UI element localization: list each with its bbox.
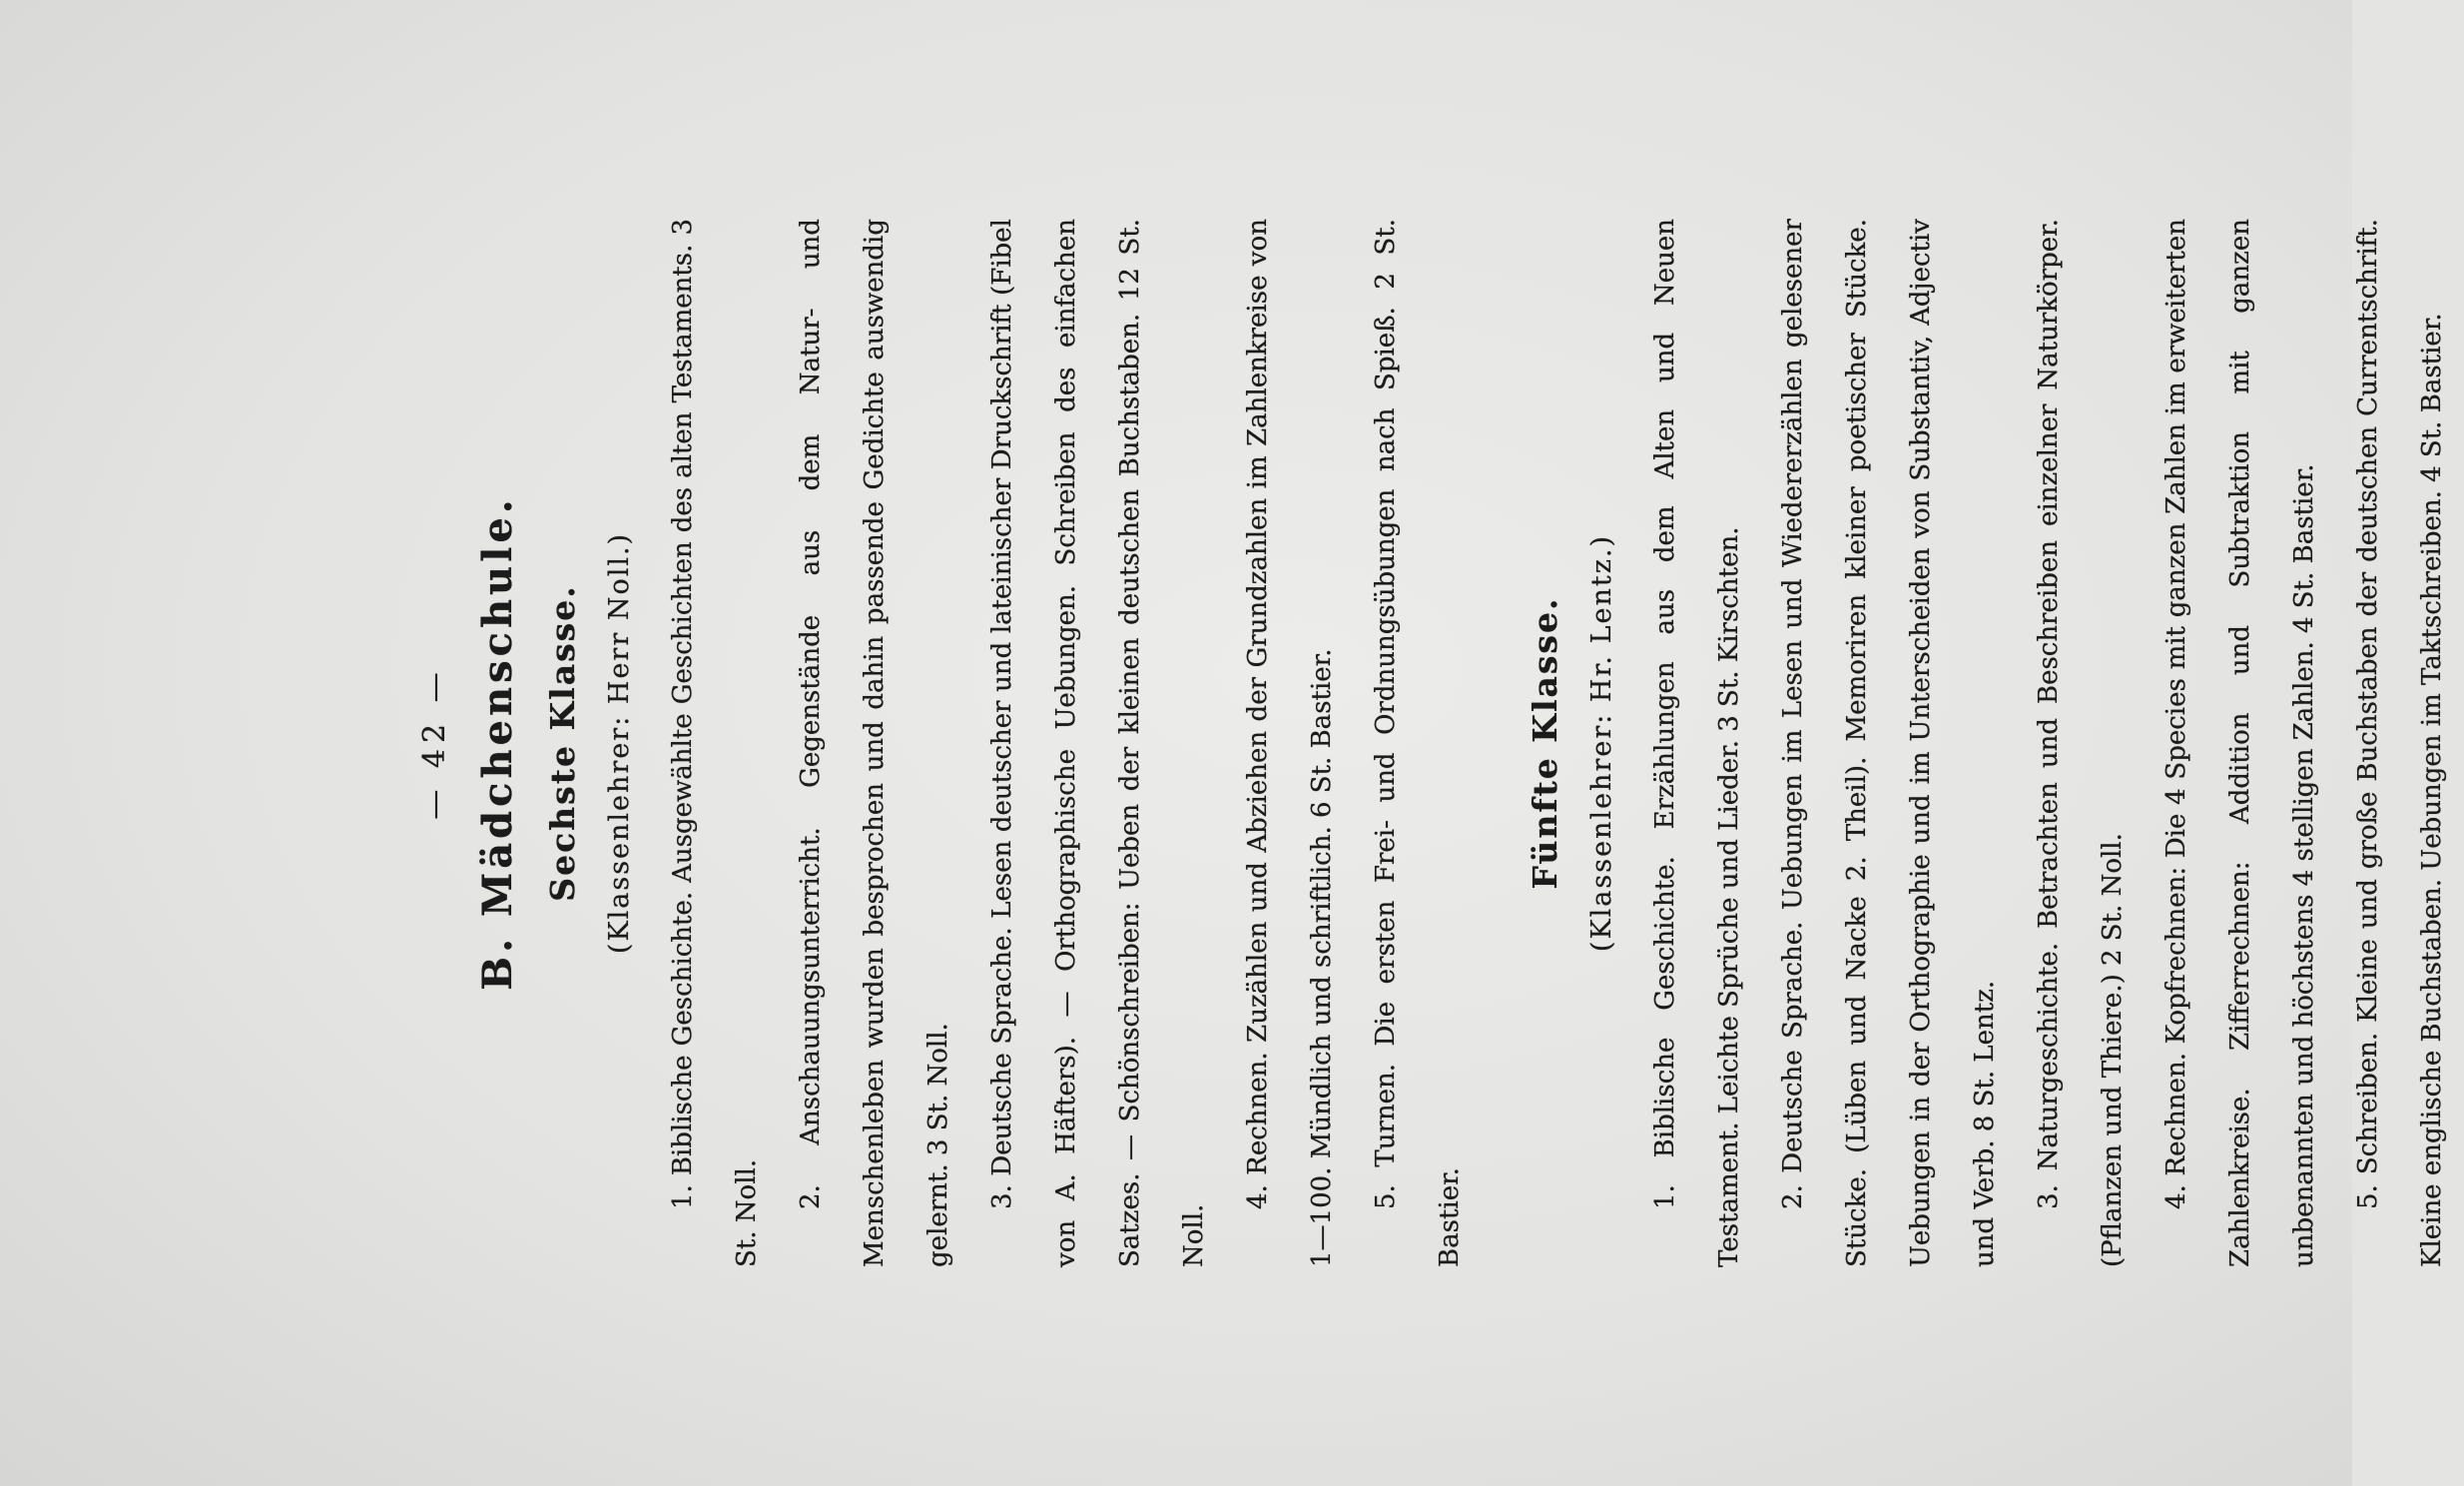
subject-paragraph: 2. Anschauungsunterricht. Gegenstände aus dem Natur- und Menschenleben wurden besprochen und dahin passende Gedichte auswendig gelernt. 3 St. Noll. [796,219,953,1267]
section-fuenfte-klasse [1526,219,2464,1267]
subject-paragraph: 2. Deutsche Sprache. Uebungen im Lesen und Wiedererzählen gelesener Stücke. (Lüben und Nacke 2. Theil). Memoriren kleiner poetischer Stücke. Uebungen in der Orthographie und im Unterscheiden von Substantiv, Adjectiv und Verb. 8 St. Lentz. [1778,219,2000,1267]
subject-paragraph: 3. Deutsche Sprache. Lesen deutscher und lateinischer Druckschrift (Fibel von A. Häfters). — Orthographische Uebungen. Schreiben des einfachen Satzes. — Schönschreiben: Ueben der kleinen deutschen Buchstaben. 12 St. Noll. [987,219,1209,1267]
class-title: Sechste Klasse. [543,584,582,902]
class-teacher: (Klassenlehrer: Hr. Lentz.) [1586,533,1617,953]
class-title: Fünfte Klasse. [1526,596,1564,890]
subject-paragraph: 1. Biblische Geschichte. Ausgewählte Geschichten des alten Testaments. 3 St. Noll. [668,219,762,1267]
section-sechste-klasse [543,219,1482,1267]
subject-paragraph: 5. Schreiben. Kleine und große Buchstaben der deutschen Currentschrift. Kleine englische Buchstaben. Uebungen im Taktschreiben. 4 St. Bastier. [2353,219,2447,1267]
section-divider [1482,219,1526,1267]
rotated-text-page [188,139,2447,1347]
class-teacher: (Klassenlehrer: Herr Noll.) [604,531,635,955]
subject-paragraph: 4. Rechnen. Zuzählen und Abziehen der Grundzahlen im Zahlenkreise von 1—100. Mündlich und schriftlich. 6 St. Bastier. [1243,219,1337,1267]
school-heading: B. Mädchenschule. [474,495,521,991]
subject-paragraph: 3. Naturgeschichte. Betrachten und Beschreiben einzelner Naturkörper. (Pflanzen und Thiere.) 2 St. Noll. [2034,219,2128,1267]
subject-paragraph: 4. Rechnen. Kopfrechnen: Die 4 Species mit ganzen Zahlen im erweiterten Zahlenkreise. Zifferrechnen: Addition und Subtraktion mit ganzen unbenannten und höchstens 4 stelligen Zahlen. 4 St. Bastier. [2161,219,2319,1267]
subject-paragraph: 5. Turnen. Die ersten Frei- und Ordnungsübungen nach Spieß. 2 St. Bastier. [1371,219,1465,1267]
page-number: — 42 — [417,666,452,820]
subject-paragraph: 1. Biblische Geschichte. Erzählungen aus dem Alten und Neuen Testament. Leichte Sprüche und Lieder. 3 St. Kirschten. [1650,219,1744,1267]
